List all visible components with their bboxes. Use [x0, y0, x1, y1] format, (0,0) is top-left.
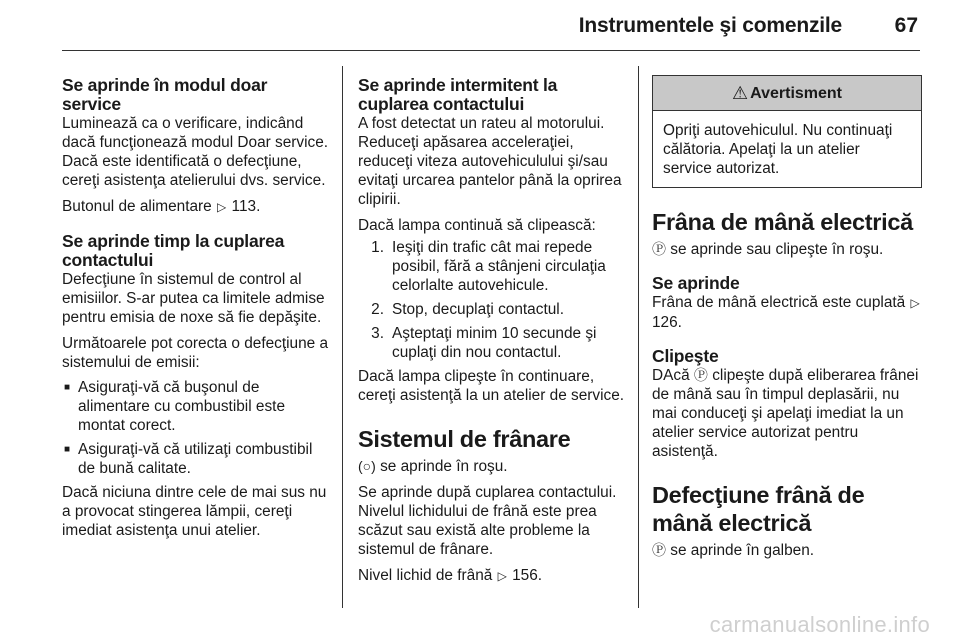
- heading-ignition-on: Se aprinde timp la cuplarea contactului: [62, 231, 285, 270]
- list-item: 1. Ieşiţi din trafic cât mai repede posibil, fără a stânjeni circulaţia celorlalte autovehicule.: [371, 239, 606, 294]
- heading-service-mode: Se aprinde în modul doar service: [62, 75, 268, 114]
- paragraph-still-flashing: Dacă lampa clipeşte în continuare, cereţi asistenţă la un atelier de service.: [358, 368, 625, 404]
- page-ref-arrow-icon: ▷: [217, 200, 227, 214]
- column-divider-left: [342, 66, 343, 608]
- page-ref-arrow-icon: ▷: [910, 296, 920, 310]
- list-item: ■ Asiguraţi-vă că utilizaţi combustibil de bună calitate.: [64, 441, 313, 477]
- paragraph-emission-fix-intro: Următoarele pot corecta o defecţiune a sistemului de emisii:: [62, 335, 329, 371]
- column-3: [652, 76, 922, 560]
- warning-triangle-icon: ⚠: [731, 82, 749, 103]
- warning-box: [652, 75, 922, 188]
- page-header: [62, 0, 920, 51]
- page-number: 67: [894, 14, 918, 37]
- heading-lights-up: Se aprinde: [652, 273, 740, 293]
- heading-flashes: Clipeşte: [652, 346, 719, 366]
- paragraph-epb-lamp: Ⓟ se aprinde sau clipeşte în roşu.: [652, 241, 884, 258]
- page-title: Instrumentele şi comenzile: [578, 14, 842, 37]
- bullet-square-icon: ■: [64, 444, 71, 455]
- list-item: ■ Asiguraţi-vă că buşonul de alimentare cu combustibil este montat corect.: [64, 379, 286, 434]
- list-item: 2. Stop, decuplaţi contactul.: [371, 301, 564, 318]
- paragraph-brake-fluid-ref: Nivel lichid de frână ▷ 156.: [358, 567, 543, 584]
- list-item: 3. Aşteptaţi minim 10 secunde şi cuplaţi din nou contactul.: [371, 325, 597, 361]
- paragraph-power-button-ref: [62, 197, 330, 217]
- heading-epb-fault: Defecţiune frână de mână electrică: [652, 482, 865, 536]
- parking-brake-icon: Ⓟ: [652, 241, 666, 257]
- paragraph-misfire: A fost detectat un rateu al motorului. Reduceţi apăsarea acceleraţiei, reduceţi viteza autovehiculului şi/sau evitaţi urcarea pantelor până la oprirea clipirii.: [358, 115, 622, 208]
- paragraph-service-mode: Luminează ca o verificare, indicând dacă funcţionează modul Doar service. Dacă este identificată o defecţiune, cereţi asistenţa atelierului dvs. service.: [62, 115, 329, 189]
- warning-body: Opriţi autovehiculul. Nu continuaţi călătoria. Apelaţi la un atelier service autorizat.: [663, 122, 893, 177]
- ref-text: Butonul de alimentare: [62, 198, 212, 215]
- parking-brake-fault-icon: Ⓟ: [652, 542, 666, 558]
- paragraph-lamp-flashing: Dacă lampa continuă să clipească:: [358, 217, 596, 234]
- column-divider-right: [638, 66, 639, 608]
- page-ref-arrow-icon: ▷: [497, 569, 507, 583]
- heading-electric-parking-brake: Frâna de mână electrică: [652, 209, 913, 235]
- paragraph-epb-fault-lamp: Ⓟ se aprinde în galben.: [652, 542, 815, 559]
- bullet-square-icon: ■: [64, 382, 71, 393]
- column-2: [358, 76, 626, 586]
- heading-brake-system: Sistemul de frânare: [358, 426, 571, 452]
- page-ref-link[interactable]: 156.: [512, 567, 543, 584]
- parking-brake-icon: Ⓟ: [693, 367, 708, 383]
- warning-header: [653, 76, 921, 111]
- watermark: carmanualsonline.info: [709, 612, 930, 637]
- paragraph-brake-fluid: Se aprinde după cuplarea contactului. Nivelul lichidului de frână este prea scăzut sau există alte probleme la sistemul de frânare.: [358, 484, 617, 558]
- heading-flashing: Se aprinde intermitent la cuplarea contactului: [358, 75, 558, 114]
- emission-fix-list: [62, 378, 330, 478]
- page-ref-link[interactable]: 113.: [231, 198, 261, 215]
- paragraph-epb-flashing: DAcă Ⓟ clipeşte după eliberarea frânei de mână sau în timpul deplasării, nu mai conduceţi şi apelaţi imediat la un atelier service autorizat pentru asistenţă.: [652, 367, 919, 460]
- steps-list: [358, 238, 626, 362]
- warning-title: Avertisment: [750, 84, 843, 102]
- page-ref-link[interactable]: 126.: [652, 314, 682, 331]
- paragraph-emission-fault: Defecţiune în sistemul de control al emisiilor. S-ar putea ca limitele admise pentru emisia de noxe să fie depăşite.: [62, 271, 325, 326]
- paragraph-lamp-still-on: Dacă niciuna dintre cele de mai sus nu a provocat stingerea lămpii, cereţi imediat asistenţa unui atelier.: [62, 484, 327, 539]
- paragraph-brake-lamp: (○) se aprinde în roşu.: [358, 458, 508, 475]
- paragraph-epb-engaged: Frâna de mână electrică este cuplată ▷ 126.: [652, 294, 920, 331]
- brake-warning-icon: (○): [358, 458, 376, 474]
- column-1: [62, 76, 330, 540]
